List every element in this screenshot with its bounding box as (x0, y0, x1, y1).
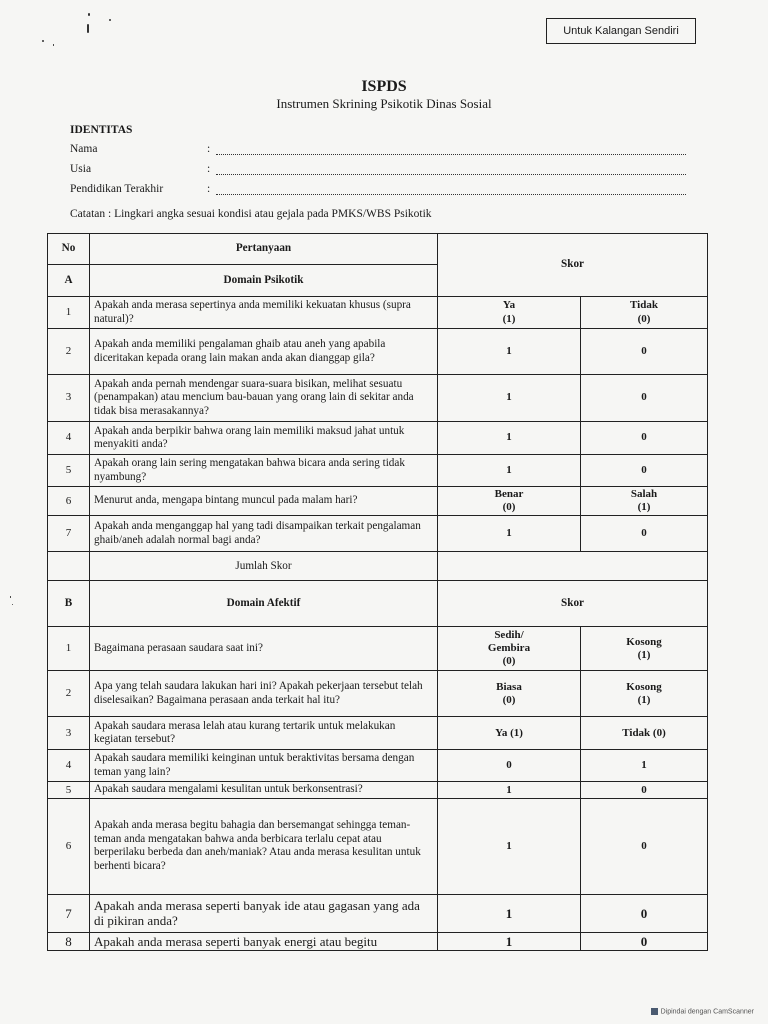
score-option-2[interactable]: 0 (581, 422, 708, 455)
table-row (48, 329, 708, 375)
question-text: Apakah anda merasa sepertinya anda memiliki kekuatan khusus (supra natural)? (90, 297, 438, 329)
question-number: 1 (48, 297, 90, 329)
question-text: Apakah anda menganggap hal yang tadi disampaikan terkait pengalaman ghaib/aneh adalah normal bagi anda? (90, 516, 438, 552)
score-option-1[interactable]: 1 (438, 932, 581, 951)
score-option-1[interactable]: 1 (438, 375, 581, 422)
table-row (48, 671, 708, 717)
internal-use-badge: Untuk Kalangan Sendiri (546, 18, 696, 44)
table-row (48, 375, 708, 422)
score-option-2[interactable]: 0 (581, 375, 708, 422)
section-b-letter: B (48, 581, 90, 627)
screening-table (47, 233, 708, 951)
table-row (48, 627, 708, 671)
question-number: 3 (48, 375, 90, 422)
score-option-2[interactable]: 0 (581, 455, 708, 487)
header-question: Pertanyaan (90, 234, 438, 265)
score-option-1[interactable]: 1 (438, 782, 581, 798)
score-option-1[interactable]: Ya (1) (438, 717, 581, 750)
score-option-2[interactable]: 0 (581, 329, 708, 375)
identity-colon: : (207, 183, 211, 195)
question-number: 7 (48, 516, 90, 552)
question-text: Apakah orang lain sering mengatakan bahwa bicara anda sering tidak nyambung? (90, 455, 438, 487)
question-number: 2 (48, 671, 90, 717)
question-text: Menurut anda, mengapa bintang muncul pada malam hari? (90, 487, 438, 516)
question-number: 2 (48, 329, 90, 375)
identity-label: Nama (70, 143, 98, 155)
score-option-1[interactable]: 1 (438, 894, 581, 932)
table-row (48, 487, 708, 516)
section-b-score-header: Skor (438, 581, 708, 627)
score-option-1[interactable]: 1 (438, 329, 581, 375)
identity-label: Pendidikan Terakhir (70, 183, 164, 195)
table-row (48, 516, 708, 552)
question-text: Apakah anda merasa begitu bahagia dan bersemangat sehingga teman-teman anda mengatakan bahwa anda berbicara terlalu cepat atau berperilaku berbeda dan aneh/maniak? Atau anda merasa kesulitan untuk berhenti bicara? (90, 798, 438, 894)
fill-in-line[interactable] (216, 174, 686, 175)
question-text: Apakah anda memiliki pengalaman ghaib atau aneh yang apabila diceritakan kepada orang lain makan anda akan dianggap gila? (90, 329, 438, 375)
document-subtitle: Instrumen Skrining Psikotik Dinas Sosial (276, 96, 492, 111)
score-option-1[interactable]: Sedih/ Gembira (0) (438, 627, 581, 671)
question-number: 7 (48, 894, 90, 932)
section-a-title: Domain Psikotik (90, 265, 438, 297)
camscanner-icon (651, 1008, 658, 1015)
score-option-2[interactable]: 0 (581, 894, 708, 932)
fill-in-line[interactable] (216, 154, 686, 155)
section-b-title: Domain Afektif (90, 581, 438, 627)
score-option-1[interactable]: 1 (438, 798, 581, 894)
total-blank (48, 552, 90, 581)
score-option-2[interactable]: Kosong (1) (581, 671, 708, 717)
question-number: 3 (48, 717, 90, 750)
header-no: No (48, 234, 90, 265)
section-b-header (48, 581, 708, 627)
identity-heading: IDENTITAS (70, 124, 133, 136)
score-option-1[interactable]: 1 (438, 422, 581, 455)
score-option-2[interactable]: 0 (581, 798, 708, 894)
table-row (48, 932, 708, 951)
instruction-note: Catatan : Lingkari angka sesuai kondisi atau gejala pada PMKS/WBS Psikotik (70, 208, 432, 220)
table-row (48, 782, 708, 798)
score-option-1[interactable]: 1 (438, 455, 581, 487)
question-number: 6 (48, 798, 90, 894)
table-row (48, 297, 708, 329)
question-text: Apakah saudara merasa lelah atau kurang tertarik untuk melakukan kegiatan tersebut? (90, 717, 438, 750)
identity-row-name (70, 143, 690, 159)
question-number: 5 (48, 782, 90, 798)
score-option-2[interactable]: 0 (581, 516, 708, 552)
total-value[interactable] (438, 552, 708, 581)
table-row (48, 894, 708, 932)
question-number: 8 (48, 932, 90, 951)
table-row (48, 717, 708, 750)
section-a-letter: A (48, 265, 90, 297)
score-option-1[interactable]: Biasa (0) (438, 671, 581, 717)
question-text: Apakah anda merasa seperti banyak ide atau gagasan yang ada di pikiran anda? (90, 894, 438, 932)
score-option-2[interactable]: Kosong (1) (581, 627, 708, 671)
question-text: Apakah anda merasa seperti banyak energi atau begitu (90, 932, 438, 951)
question-number: 1 (48, 627, 90, 671)
score-option-2[interactable]: 0 (581, 932, 708, 951)
score-option-2[interactable]: Tidak (0) (581, 717, 708, 750)
document-title: ISPDS (361, 78, 407, 95)
scanner-label: Dipindai dengan CamScanner (660, 1008, 754, 1016)
table-row (48, 455, 708, 487)
question-text: Apakah anda pernah mendengar suara-suara bisikan, melihat sesuatu (penampakan) atau mencium bau-bauan yang orang lain di sekitar anda tidak bisa merasakannya? (90, 375, 438, 422)
question-text: Apakah saudara mengalami kesulitan untuk berkonsentrasi? (90, 782, 438, 798)
identity-label: Usia (70, 163, 92, 175)
score-option-1[interactable]: 0 (438, 750, 581, 782)
identity-colon: : (207, 143, 211, 155)
score-option-2[interactable]: Salah (1) (581, 487, 708, 516)
fill-in-line[interactable] (216, 194, 686, 195)
question-text: Apakah anda berpikir bahwa orang lain memiliki maksud jahat untuk menyakiti anda? (90, 422, 438, 455)
question-text: Bagaimana perasaan saudara saat ini? (90, 627, 438, 671)
total-label: Jumlah Skor (90, 552, 438, 581)
question-number: 4 (48, 750, 90, 782)
score-option-1[interactable]: 1 (438, 516, 581, 552)
identity-row-education (70, 183, 690, 199)
scanner-watermark (651, 1008, 754, 1015)
table-row (48, 422, 708, 455)
question-number: 5 (48, 455, 90, 487)
question-number: 6 (48, 487, 90, 516)
identity-colon: : (207, 163, 211, 175)
total-row (48, 552, 708, 581)
question-text: Apa yang telah saudara lakukan hari ini? Apakah pekerjaan tersebut telah diselesaikan? Bagaimana perasaan anda terkait hal itu? (90, 671, 438, 717)
score-option-2[interactable]: Tidak (0) (581, 297, 708, 329)
question-number: 4 (48, 422, 90, 455)
table-row (48, 750, 708, 782)
score-option-2[interactable]: 1 (581, 750, 708, 782)
header-score: Skor (438, 234, 708, 297)
table-row (48, 798, 708, 894)
identity-row-age (70, 163, 690, 179)
score-option-1[interactable]: Benar (0) (438, 487, 581, 516)
score-option-1[interactable]: Ya (1) (438, 297, 581, 329)
score-option-2[interactable]: 0 (581, 782, 708, 798)
question-text: Apakah saudara memiliki keinginan untuk beraktivitas bersama dengan teman yang lain? (90, 750, 438, 782)
